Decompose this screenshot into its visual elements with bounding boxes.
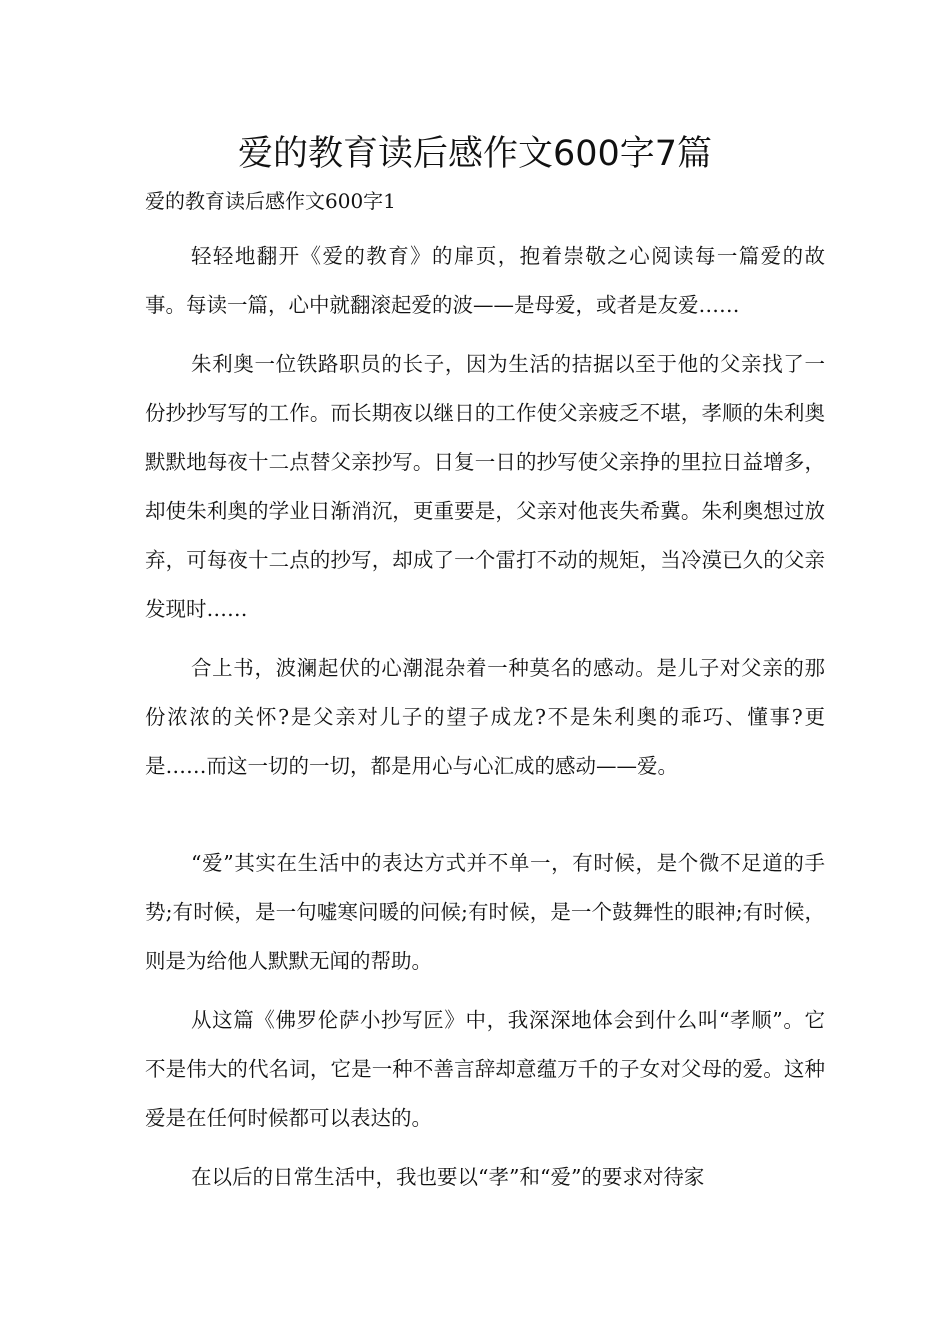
- document-title: 爱的教育读后感作文600字7篇: [237, 134, 713, 174]
- paragraph: 合上书，波澜起伏的心潮混杂着一种莫名的感动。是儿子对父亲的那份浓浓的关怀?是父亲对儿子的望子成龙?不是朱利奥的乖巧、懂事?更是……而这一切的一切，都是用心与心汇成的感动——爱。: [145, 656, 825, 778]
- paragraph: “爱”其实在生活中的表达方式并不单一，有时候，是个微不足道的手势;有时候，是一句嘘寒问暖的问候;有时候，是一个鼓舞性的眼神;有时候，则是为给他人默默无闻的帮助。: [145, 851, 825, 973]
- paragraph: 轻轻地翻开《爱的教育》的扉页，抱着崇敬之心阅读每一篇爱的故事。每读一篇，心中就翻滚起爱的波——是母爱，或者是友爱……: [145, 244, 825, 317]
- paragraph: 从这篇《佛罗伦萨小抄写匠》中，我深深地体会到什么叫“孝顺”。它不是伟大的代名词，它是一种不善言辞却意蕴万千的子女对父母的爱。这种爱是在任何时候都可以表达的。: [145, 1008, 825, 1130]
- paragraph: 在以后的日常生活中，我也要以“孝”和“爱”的要求对待家: [191, 1165, 705, 1189]
- section-heading: 爱的教育读后感作文600字1: [145, 189, 396, 213]
- document-body: [145, 232, 825, 1212]
- paragraph: 朱利奥一位铁路职员的长子，因为生活的拮据以至于他的父亲找了一份抄抄写写的工作。而长期夜以继日的工作使父亲疲乏不堪，孝顺的朱利奥默默地每夜十二点替父亲抄写。日复一日的抄写使父亲挣的里拉日益增多，却使朱利奥的学业日渐消沉，更重要是，父亲对他丧失希冀。朱利奥想过放弃，可每夜十二点的抄写，却成了一个雷打不动的规矩，当冷漠已久的父亲发现时……: [145, 352, 825, 621]
